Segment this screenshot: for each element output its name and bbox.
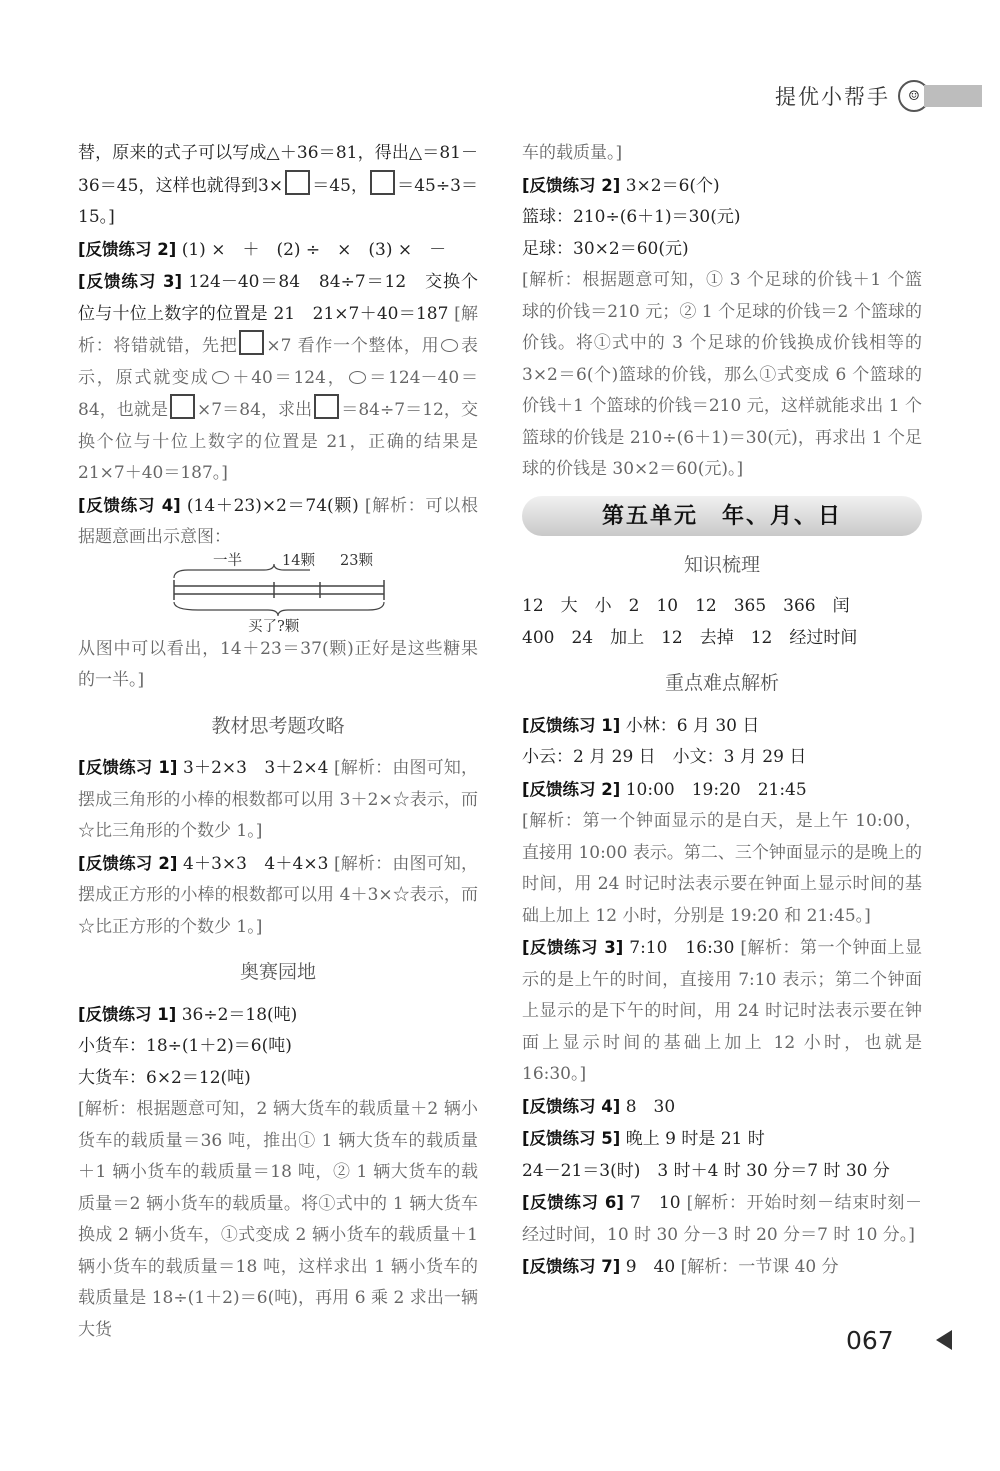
analysis-note — [78, 304, 478, 484]
answer-item — [522, 1091, 922, 1124]
answer-line: 篮球：210÷(6＋1)＝30(元) — [522, 207, 741, 227]
circle-symbol — [349, 371, 366, 384]
exercise-tag: [反馈练习 1] — [522, 715, 621, 735]
answer-text: 124－40＝84 84÷7＝12 交换个位与十位上数字的位置是 21 21×7＋40＝187 — [78, 272, 478, 324]
answer-item — [78, 234, 478, 267]
answer-line: 足球：30×2＝60(元) — [522, 238, 689, 259]
text: ＝45， — [312, 175, 369, 196]
answer-text: 小林：6 月 30 日 — [625, 715, 760, 736]
answer-text: 3＋2×3 3＋2×4 — [182, 758, 329, 778]
answer-item — [78, 848, 478, 944]
section-heading: 教材思考题攻略 — [211, 714, 345, 737]
exercise-tag: [反馈练习 3] — [522, 938, 624, 957]
answer-text: 10:00 19:20 21:45 — [625, 779, 807, 800]
analysis-note: 从图中可以看出，14＋23＝37(颗)正好是这些糖果的一半。] — [78, 638, 478, 690]
unit-title: 第五单元 年、月、日 — [522, 496, 922, 536]
answer-text: 晚上 9 时是 21 时 — [625, 1129, 765, 1149]
label-23: 23颗 — [340, 552, 373, 569]
answer-item — [522, 710, 922, 743]
analysis-continuation: 车的载质量。] — [522, 143, 623, 163]
text: ×7 看作一个整体，用 — [266, 336, 440, 356]
answer-line: 24－21＝3(时) 3 时＋4 时 30 分＝7 时 30 分 — [522, 1160, 890, 1181]
analysis-note: [解析：根据题意可知，① 3 个足球的价钱＋1 个篮球的价钱＝210 元；② 1 个足球的价钱＝2 个篮球的价钱。将①式中的 3 个足球的价钱换成价钱相等的 3×2＝6(个)篮球的价钱，那么①式变成 6 个篮球的价钱＋1 个篮球的价钱＝210 元，这样就能求出 1 个篮球的价钱是 210÷(6＋1)＝30(元)，再求出 1 个足球的价钱是 30×2＝60(元)。] — [522, 270, 922, 479]
circle-symbol — [212, 371, 229, 384]
exercise-tag: [反馈练习 2] — [522, 779, 621, 799]
answer-text: 36÷2＝18(吨) — [181, 1004, 298, 1025]
answer-text: 3×2＝6(个) — [625, 175, 720, 196]
answer-item — [522, 774, 922, 807]
answer-text: 8 30 — [625, 1096, 676, 1117]
answer-line: 小货车：18÷(1＋2)＝6(吨) — [78, 1036, 292, 1056]
exercise-tag: [反馈练习 4] — [522, 1096, 621, 1116]
text: ×7＝84，求出 — [197, 400, 313, 420]
analysis-note: [解析：根据题意可知，2 辆大货车的载质量＋2 辆小货车的载质量＝36 吨，推出① 1 辆大货车的载质量＋1 辆小货车的载质量＝18 吨，② 1 辆大货车的载质量＝2 辆小货车的载质量。将①式中的 1 辆大货车换成 2 辆小货车，①式变成 2 辆小货车的载质量＋1 辆小货车的载质量＝18 吨，这样求出 1 辆小货车的载质量是 18÷(1＋2)＝6(吨)，再用 6 乘 2 求出一辆大货 — [78, 1099, 478, 1340]
exercise-tag: [反馈练习 1] — [78, 1004, 177, 1024]
blank-box — [370, 170, 395, 195]
circle-symbol — [441, 339, 458, 352]
right-column — [522, 138, 922, 1284]
answer-text: 9 40 — [625, 1257, 676, 1277]
left-column — [78, 138, 478, 1346]
knowledge-answers: 12 大 小 2 10 12 365 366 闰 — [522, 596, 850, 616]
analysis-note: [解析：由图可知，摆成正方形的小棒的根数都可以用 4＋3×☆表示，而☆比正方形的个数少 1。] — [78, 853, 479, 937]
text: 替，原来的式子可以写成△＋36＝81，得出△＝81－36＝45，这样也就得到3× — [78, 143, 478, 196]
text: ＝124－40＝84，也就是 — [78, 367, 478, 420]
exercise-tag: [反馈练习 5] — [522, 1129, 621, 1148]
answer-text: 7:10 16:30 — [629, 938, 735, 958]
answer-item — [522, 170, 922, 203]
label-14: 14颗 — [282, 552, 315, 569]
answer-item — [522, 932, 922, 1091]
exercise-tag: [反馈练习 2] — [78, 239, 177, 259]
smile-icon: ☺ — [898, 80, 930, 112]
answer-item — [78, 266, 478, 490]
answer-text: (14＋23)×2＝74(颗) — [186, 495, 359, 516]
blank-box — [170, 394, 195, 419]
answer-item — [522, 1251, 922, 1284]
answer-text: (1) × ＋ (2) ÷ × (3) × － — [181, 239, 447, 260]
label-bought: 买了?颗 — [248, 618, 300, 635]
section-heading: 奥赛园地 — [239, 961, 316, 983]
blank-box — [314, 394, 339, 419]
answer-item — [522, 1123, 922, 1156]
analysis-note: [解析：一节课 40 分 — [680, 1257, 839, 1277]
header-title: 提优小帮手 — [775, 85, 890, 109]
exercise-tag: [反馈练习 2] — [522, 175, 621, 195]
analysis-note: [解析：可以根据题意画出示意图： — [78, 495, 478, 547]
answer-item — [78, 490, 478, 554]
candy-diagram — [78, 552, 478, 635]
paragraph — [78, 138, 478, 234]
answer-text: 4＋3×3 4＋4×3 — [182, 853, 329, 874]
page-header — [775, 78, 982, 114]
section-heading: 重点难点解析 — [664, 672, 779, 694]
analysis-note: [解析：由图可知，摆成三角形的小棒的根数都可以用 3＋2×☆表示，而☆比三角形的个数少 1。] — [78, 758, 479, 841]
exercise-tag: [反馈练习 6] — [522, 1193, 624, 1212]
answer-item — [78, 999, 478, 1032]
exercise-tag: [反馈练习 3] — [78, 272, 183, 291]
answer-text: 7 10 — [629, 1193, 681, 1213]
page-number: 067 — [846, 1326, 894, 1355]
exercise-tag: [反馈练习 1] — [78, 758, 178, 777]
knowledge-answers: 400 24 加上 12 去掉 12 经过时间 — [522, 627, 858, 648]
analysis-note: [解析：第一个钟面显示的是白天，是上午 10:00，直接用 10:00 表示。第二、三个钟面显示的是晚上的时间，用 24 时记时法表示要在钟面上显示时间的基础上加上 12 小时，分别是 19:20 和 21:45。] — [522, 811, 922, 926]
text: ＋40＝124， — [230, 367, 347, 388]
text: [解析：将错就错，先把 — [78, 303, 478, 356]
blank-box — [239, 330, 264, 355]
answer-line: 小云：2 月 29 日 小文：3 月 29 日 — [522, 747, 807, 767]
answer-item — [522, 1187, 922, 1251]
text: 表示，原式就变成 — [78, 336, 479, 388]
section-heading: 知识梳理 — [683, 553, 760, 576]
text: ＝45÷3＝15。] — [78, 175, 478, 227]
text: ＝84÷7＝12，交换个位与十位上数字的位置是 21，正确的结果是 21×7＋40＝187。] — [78, 400, 478, 483]
analysis-note: [解析：第一个钟面上显示的是上午的时间，直接用 7:10 表示；第二个钟面上显示的是下午的时间，用 24 时记时法表示要在钟面上显示时间的基础上加上 12 小时，也就是 16:30。] — [522, 938, 923, 1084]
blank-box — [285, 170, 310, 195]
analysis-note: [解析：开始时刻－结束时刻－经过时间，10 时 30 分－3 时 20 分＝7 时 10 分。] — [522, 1193, 923, 1245]
exercise-tag: [反馈练习 2] — [78, 853, 178, 873]
exercise-tag: [反馈练习 7] — [522, 1257, 621, 1276]
label-half: 一半 — [213, 552, 242, 569]
answer-line: 大货车：6×2＝12(吨) — [78, 1067, 251, 1088]
answer-item — [78, 752, 478, 848]
exercise-tag: [反馈练习 4] — [78, 495, 181, 515]
left-arrow-icon — [936, 1330, 952, 1350]
header-bar — [924, 85, 982, 107]
